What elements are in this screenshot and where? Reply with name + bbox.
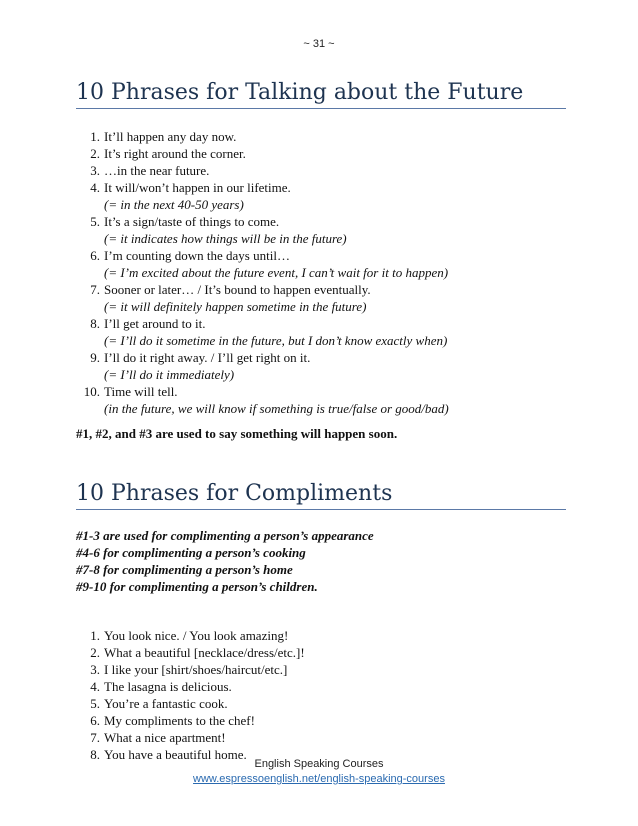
item-number: 6. xyxy=(90,248,100,263)
item-note: (in the future, we will know if something is true/false or good/bad) xyxy=(104,401,449,416)
footer-link[interactable]: www.espressoenglish.net/english-speaking-courses xyxy=(193,773,445,785)
item-number: 8. xyxy=(90,316,100,331)
list-item xyxy=(76,678,305,695)
item-text: What a nice apartment! xyxy=(104,730,226,745)
future-summary: #1, #2, and #3 are used to say something will happen soon. xyxy=(76,426,398,441)
item-text: …in the near future. xyxy=(104,163,210,178)
item-number: 3. xyxy=(90,662,100,677)
item-number: 7. xyxy=(90,730,100,745)
item-text: Sooner or later… / It’s bound to happen eventually. xyxy=(104,282,371,297)
list-item xyxy=(76,644,305,661)
item-note: (= it will definitely happen sometime in the future) xyxy=(104,299,367,314)
item-text: It’s a sign/taste of things to come. xyxy=(104,214,280,229)
item-text: You look nice. / You look amazing! xyxy=(104,628,289,643)
compliment-note: #4-6 for complimenting a person’s cooking xyxy=(76,545,306,560)
list-item xyxy=(76,349,449,383)
item-number: 9. xyxy=(90,350,100,365)
item-number: 4. xyxy=(90,679,100,694)
section-title-compliments: 10 Phrases for Compliments xyxy=(76,479,566,510)
page-number: ~ 31 ~ xyxy=(303,38,335,50)
section-title-future: 10 Phrases for Talking about the Future xyxy=(76,78,566,109)
list-item xyxy=(76,179,449,213)
item-number: 2. xyxy=(90,645,100,660)
list-item xyxy=(76,627,305,644)
item-text: It’s right around the corner. xyxy=(104,146,246,161)
item-number: 8. xyxy=(90,747,100,762)
item-text: You have a beautiful home. xyxy=(104,747,247,762)
item-note: (= I’m excited about the future event, I can’t wait for it to happen) xyxy=(104,265,449,280)
list-item xyxy=(76,383,449,417)
item-number: 5. xyxy=(90,696,100,711)
item-text: I’ll get around to it. xyxy=(104,316,206,331)
footer-title: English Speaking Courses xyxy=(254,758,384,770)
list-item xyxy=(76,281,449,315)
item-note: (= I’ll do it sometime in the future, but I don’t know exactly when) xyxy=(104,333,448,348)
list-item xyxy=(76,315,449,349)
list-item xyxy=(76,162,449,179)
item-number: 6. xyxy=(90,713,100,728)
item-text: I like your [shirt/shoes/haircut/etc.] xyxy=(104,662,288,677)
list-item xyxy=(76,145,449,162)
item-number: 1. xyxy=(90,628,100,643)
item-number: 10. xyxy=(83,384,100,399)
item-text: I’m counting down the days until… xyxy=(104,248,290,263)
compliment-notes xyxy=(76,527,374,595)
list-item xyxy=(76,729,305,746)
compliment-note: #7-8 for complimenting a person’s home xyxy=(76,562,293,577)
item-text: Time will tell. xyxy=(104,384,178,399)
item-number: 7. xyxy=(90,282,100,297)
item-text: You’re a fantastic cook. xyxy=(104,696,228,711)
list-item xyxy=(76,712,305,729)
item-number: 5. xyxy=(90,214,100,229)
future-phrases-list xyxy=(76,128,449,417)
item-number: 4. xyxy=(90,180,100,195)
list-item xyxy=(76,128,449,145)
list-item xyxy=(76,213,449,247)
list-item xyxy=(76,661,305,678)
item-text: It’ll happen any day now. xyxy=(104,129,237,144)
item-note: (= in the next 40-50 years) xyxy=(104,197,244,212)
compliment-phrases-list xyxy=(76,627,305,763)
item-note: (= I’ll do it immediately) xyxy=(104,367,235,382)
item-number: 1. xyxy=(90,129,100,144)
item-text: What a beautiful [necklace/dress/etc.]! xyxy=(104,645,305,660)
list-item xyxy=(76,247,449,281)
item-number: 2. xyxy=(90,146,100,161)
compliment-note: #1-3 are used for complimenting a person’s appearance xyxy=(76,528,374,543)
item-text: It will/won’t happen in our lifetime. xyxy=(104,180,291,195)
item-note: (= it indicates how things will be in the future) xyxy=(104,231,347,246)
item-text: The lasagna is delicious. xyxy=(104,679,232,694)
item-text: I’ll do it right away. / I’ll get right on it. xyxy=(104,350,311,365)
item-text: My compliments to the chef! xyxy=(104,713,255,728)
list-item xyxy=(76,695,305,712)
item-number: 3. xyxy=(90,163,100,178)
compliment-note: #9-10 for complimenting a person’s children. xyxy=(76,579,318,594)
